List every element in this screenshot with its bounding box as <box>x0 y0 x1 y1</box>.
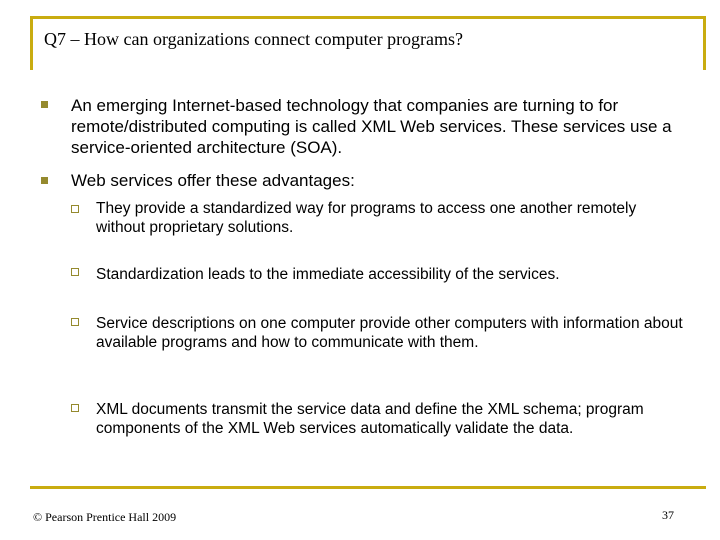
page-number: 37 <box>662 508 674 522</box>
sub-bullet-3: Service descriptions on one computer provide other computers with information about available programs and how to communicate with them. <box>96 315 683 351</box>
hollow-square-bullet-icon <box>71 404 79 412</box>
hollow-square-bullet-icon <box>71 205 79 213</box>
top-border-line <box>30 16 706 19</box>
sub-bullet-1: They provide a standardized way for programs to access one another remotely without proprietary solutions. <box>96 200 637 236</box>
filled-square-bullet-icon <box>41 101 48 108</box>
hollow-square-bullet-icon <box>71 318 79 326</box>
bullet-2: Web services offer these advantages: <box>71 171 355 190</box>
sub-bullet-4: XML documents transmit the service data and define the XML schema; program components of the XML Web services automatically validate the data. <box>96 401 644 437</box>
slide-title: Q7 – How can organizations connect computer programs? <box>44 29 464 49</box>
right-border-line <box>703 16 706 70</box>
copyright-footer: © Pearson Prentice Hall 2009 <box>33 510 177 524</box>
bullet-1: An emerging Internet-based technology that companies are turning to for remote/distributed computing is called XML Web services. These services use a service-oriented architecture (SOA). <box>71 96 672 157</box>
filled-square-bullet-icon <box>41 177 48 184</box>
hollow-square-bullet-icon <box>71 268 79 276</box>
bottom-border-line <box>30 486 706 489</box>
sub-bullet-2: Standardization leads to the immediate accessibility of the services. <box>96 266 560 283</box>
left-border-line <box>30 16 33 70</box>
